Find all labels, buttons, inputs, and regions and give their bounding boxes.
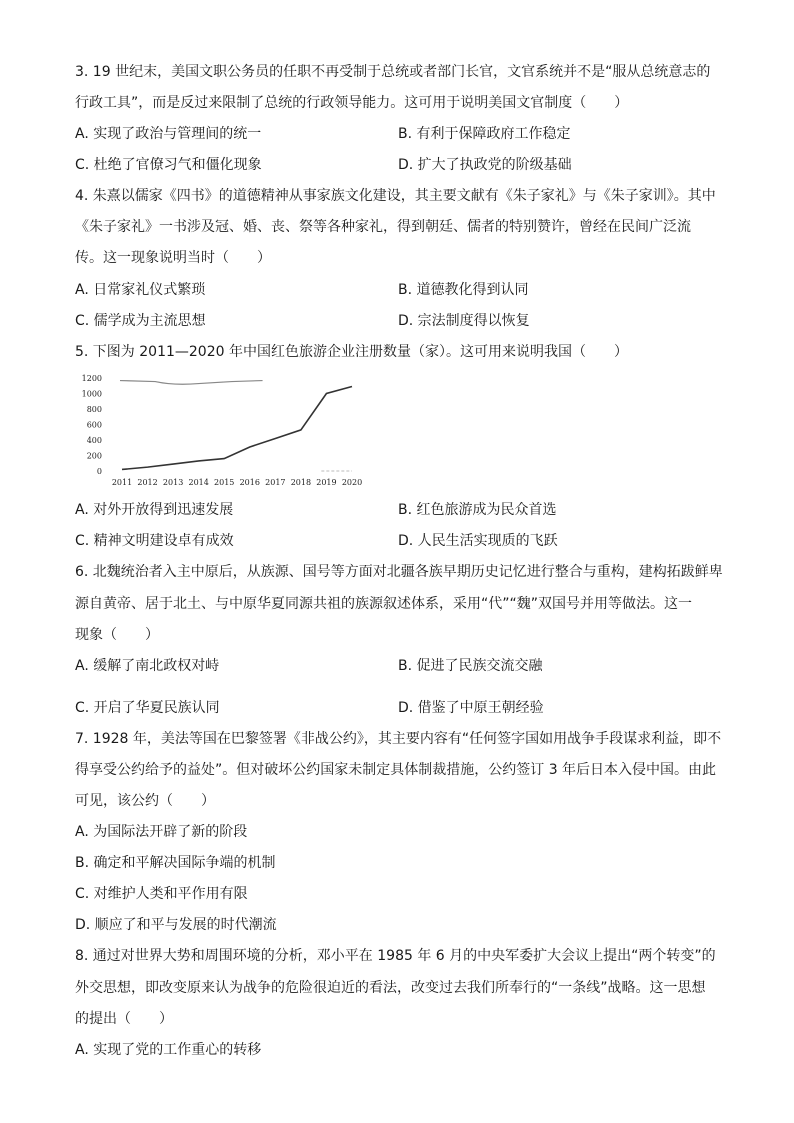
q8-line-3: 的提出（ ） bbox=[75, 1011, 173, 1027]
y-tick-label: 1200 bbox=[81, 374, 102, 383]
q7-line-1: 7. 1928 年，美法等国在巴黎签署《非战公约》，其主要内容有“任何签字国如用战争手段谋求利益，即不 bbox=[75, 731, 722, 747]
q4-line-3: 传。这一现象说明当时（ ） bbox=[75, 250, 271, 266]
q4-option-a[interactable]: A. 日常家礼仪式繁琐 bbox=[75, 282, 206, 298]
x-tick-label: 2012 bbox=[137, 478, 158, 487]
y-tick-label: 400 bbox=[86, 436, 102, 445]
q5-line-1: 5. 下图为 2011—2020 年中国红色旅游企业注册数量（家）。这可用来说明我国（ ） bbox=[75, 344, 628, 360]
q3-option-d[interactable]: D. 扩大了执政党的阶级基础 bbox=[398, 157, 572, 173]
q6-option-d[interactable]: D. 借鉴了中原王朝经验 bbox=[398, 700, 544, 716]
q3-option-b[interactable]: B. 有利于保障政府工作稳定 bbox=[398, 126, 571, 142]
x-tick-label: 2018 bbox=[290, 478, 312, 487]
y-tick-label: 1000 bbox=[81, 389, 102, 399]
q5-option-d[interactable]: D. 人民生活实现质的飞跃 bbox=[398, 533, 558, 549]
x-tick-label: 2017 bbox=[265, 478, 286, 487]
y-tick-label: 0 bbox=[96, 467, 102, 476]
q4-option-b[interactable]: B. 道德教化得到认同 bbox=[398, 282, 529, 298]
q3-option-a[interactable]: A. 实现了政治与管理间的统一 bbox=[75, 126, 262, 142]
q7-option-b[interactable]: B. 确定和平解决国际争端的机制 bbox=[75, 855, 276, 871]
q7-option-c[interactable]: C. 对维护人类和平作用有限 bbox=[75, 886, 248, 902]
q7-line-3: 可见，该公约（ ） bbox=[75, 793, 215, 809]
q5-option-c[interactable]: C. 精神文明建设卓有成效 bbox=[75, 533, 234, 549]
q4-option-d[interactable]: D. 宗法制度得以恢复 bbox=[398, 313, 530, 329]
q3-option-c[interactable]: C. 杜绝了官僚习气和僵化现象 bbox=[75, 157, 262, 173]
q5-option-b[interactable]: B. 红色旅游成为民众首选 bbox=[398, 502, 557, 518]
q6-option-b[interactable]: B. 促进了民族交流交融 bbox=[398, 658, 543, 674]
q6-option-a[interactable]: A. 缓解了南北政权对峙 bbox=[75, 658, 220, 674]
q3-line-1: 3. 19 世纪末，美国文职公务员的任职不再受制于总统或者部门长官，文官系统并不是“服从总统意志的 bbox=[75, 64, 711, 80]
q6-line-3: 现象（ ） bbox=[75, 627, 159, 643]
q4-option-c[interactable]: C. 儒学成为主流思想 bbox=[75, 313, 206, 329]
red-tourism-line-chart bbox=[80, 368, 380, 490]
q7-option-d[interactable]: D. 顺应了和平与发展的时代潮流 bbox=[75, 917, 277, 933]
y-tick-label: 200 bbox=[86, 451, 102, 461]
x-tick-labels bbox=[112, 478, 362, 487]
y-tick-label: 600 bbox=[86, 420, 102, 430]
x-tick-label: 2011 bbox=[111, 478, 133, 487]
x-tick-label: 2020 bbox=[341, 478, 363, 487]
x-tick-label: 2015 bbox=[214, 478, 235, 487]
y-tick-label: 800 bbox=[86, 405, 102, 414]
q7-line-2: 得享受公约给予的益处”。但对破坏公约国家未制定具体制裁措施，公约签订 3 年后日本入侵中国。由此 bbox=[75, 762, 717, 778]
series-line bbox=[122, 387, 352, 470]
decorative-top-line bbox=[120, 381, 263, 385]
q3-line-2: 行政工具”，而是反过来限制了总统的行政领导能力。这可用于说明美国文官制度（ ） bbox=[75, 95, 629, 111]
q4-line-1: 4. 朱熹以儒家《四书》的道德精神从事家族文化建设，其主要文献有《朱子家礼》与《朱子家训》。其中 bbox=[75, 188, 716, 204]
q6-line-1: 6. 北魏统治者入主中原后，从族源、国号等方面对北疆各族早期历史记忆进行整合与重构，建构拓跋鲜卑 bbox=[75, 564, 723, 580]
q4-line-2: 《朱子家礼》一书涉及冠、婚、丧、祭等各种家礼，得到朝廷、儒者的特别赞许，曾经在民间广泛流 bbox=[75, 219, 691, 235]
x-tick-label: 2013 bbox=[162, 478, 184, 487]
q5-option-a[interactable]: A. 对外开放得到迅速发展 bbox=[75, 502, 234, 518]
q8-line-1: 8. 通过对世界大势和周围环境的分析，邓小平在 1985 年 6 月的中央军委扩大会议上提出“两个转变”的 bbox=[75, 948, 716, 964]
y-tick-labels bbox=[82, 374, 102, 476]
x-tick-label: 2016 bbox=[239, 478, 260, 487]
q8-option-a[interactable]: A. 实现了党的工作重心的转移 bbox=[75, 1042, 262, 1058]
x-tick-label: 2019 bbox=[316, 478, 337, 487]
q6-option-c[interactable]: C. 开启了华夏民族认同 bbox=[75, 700, 220, 716]
q8-line-2: 外交思想，即改变原来认为战争的危险很迫近的看法，改变过去我们所奉行的“一条线”战略。这一思想 bbox=[75, 980, 706, 996]
q6-line-2: 源自黄帝、居于北土、与中原华夏同源共祖的族源叙述体系，采用“代”“魏”双国号并用等做法。这一 bbox=[75, 596, 693, 612]
x-tick-label: 2014 bbox=[188, 478, 209, 487]
q7-option-a[interactable]: A. 为国际法开辟了新的阶段 bbox=[75, 824, 248, 840]
